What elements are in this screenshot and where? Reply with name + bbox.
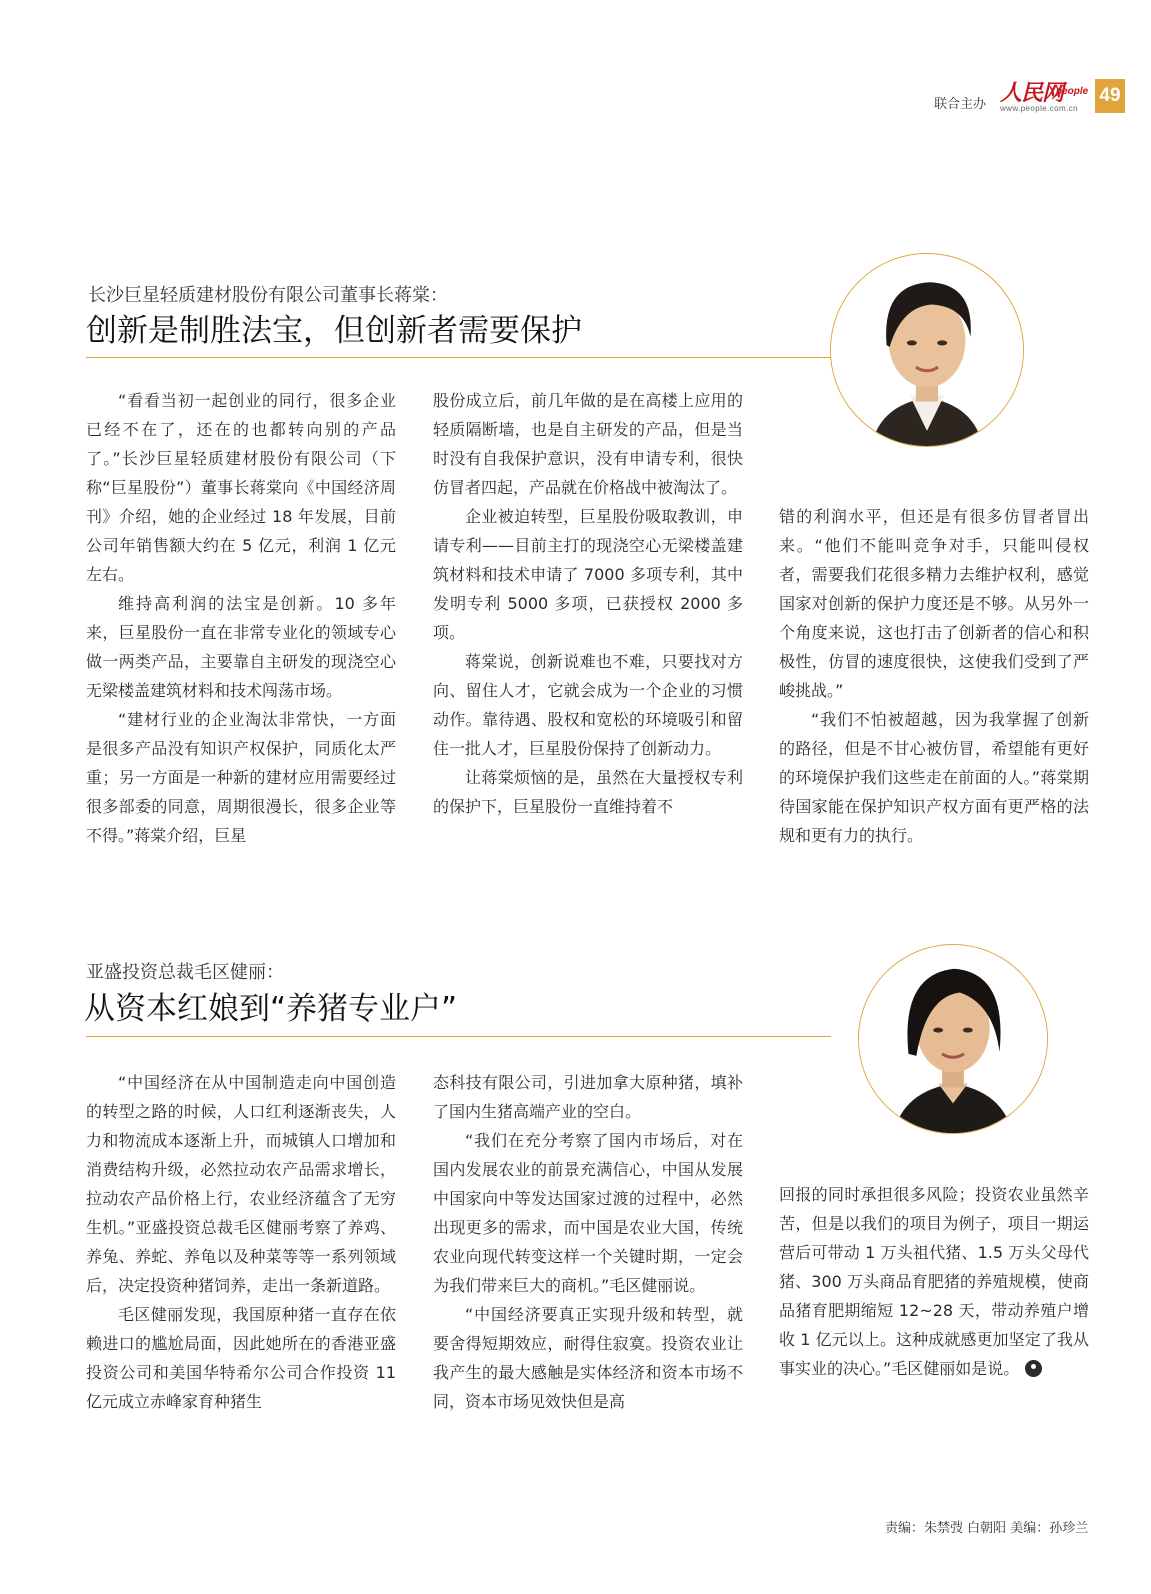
paragraph: 股份成立后，前几年做的是在高楼上应用的轻质隔断墙，也是自主研发的产品，但是当时没有自我保护意识，没有申请专利，很快仿冒者四起，产品就在价格战中被淘汰了。 [433, 391, 743, 497]
paragraph: 维持高利润的法宝是创新。10 多年来，巨星股份一直在非常专业化的领域专心做一两类产品，主要靠自主研发的现浇空心无梁楼盖建筑材料和技术闯荡市场。 [86, 594, 396, 700]
people-logo: 人民网 [1000, 80, 1064, 106]
article1-column-3 [779, 502, 1089, 850]
article2-divider [86, 1036, 831, 1037]
paragraph-last [779, 1180, 1089, 1383]
paragraph: “中国经济在从中国制造走向中国创造的转型之路的时候，人口红利逐渐丧失，人力和物流成本逐渐上升，而城镇人口增加和消费结构升级，必然拉动农产品需求增长，拉动农产品价格上行，农业经济蕴含了无穷生机。”亚盛投资总裁毛区健丽考察了养鸡、养兔、养蛇、养龟以及种菜等等一系列领域后，决定投资种猪饲养，走出一条新道路。 [86, 1073, 396, 1295]
article1-portrait [830, 253, 1024, 447]
paragraph: 态科技有限公司，引进加拿大原种猪，填补了国内生猪高端产业的空白。 [433, 1073, 743, 1121]
portrait-woman-1 [831, 254, 1023, 446]
people-logo-url: www.people.com.cn [1000, 104, 1078, 113]
people-logo-wordmark: people [1056, 86, 1089, 97]
paragraph: 错的利润水平，但还是有很多仿冒者冒出来。“他们不能叫竞争对手，只能叫侵权者，需要我们花很多精力去维护权利，感觉国家对创新的保护力度还是不够。从另外一个角度来说，这也打击了创新者的信心和积极性，仿冒的速度很快，这使我们受到了严峻挑战。” [779, 507, 1089, 700]
article2-column-2 [433, 1068, 743, 1416]
article1-column-1 [86, 386, 396, 850]
article1-divider [86, 357, 831, 358]
article1-column-2 [433, 386, 743, 821]
article2-portrait [858, 944, 1048, 1134]
end-mark-icon [1025, 1360, 1042, 1377]
page-number: 49 [1095, 79, 1125, 113]
article1-kicker: 长沙巨星轻质建材股份有限公司董事长蒋棠： [88, 285, 448, 306]
paragraph: 企业被迫转型，巨星股份吸取教训，申请专利——目前主打的现浇空心无梁楼盖建筑材料和技术申请了 7000 多项专利，其中发明专利 5000 多项，已获授权 2000 多项。 [433, 507, 743, 642]
paragraph-text: 回报的同时承担很多风险；投资农业虽然辛苦，但是以我们的项目为例子，项目一期运营后可带动 1 万头祖代猪、1.5 万头父母代猪、300 万头商品育肥猪的养殖规模，使商品猪育肥期缩短 12~28 天，带动养殖户增收 1 亿元以上。这种成就感更加坚定了我从事实业的决心。”毛区健丽如是说。 [779, 1185, 1089, 1378]
paragraph: “我们不怕被超越，因为我掌握了创新的路径，但是不甘心被仿冒，希望能有更好的环境保护我们这些走在前面的人。”蒋棠期待国家能在保护知识产权方面有更严格的法规和更有力的执行。 [779, 710, 1089, 845]
article2-column-1 [86, 1068, 396, 1416]
article2-kicker: 亚盛投资总裁毛区健丽： [86, 962, 284, 983]
paragraph: “建材行业的企业淘汰非常快，一方面是很多产品没有知识产权保护，同质化太严重；另一方面是一种新的建材应用需要经过很多部委的同意，周期很漫长，很多企业等不得。”蒋棠介绍，巨星 [86, 710, 396, 845]
paragraph: “中国经济要真正实现升级和转型，就要舍得短期效应，耐得住寂寞。投资农业让我产生的最大感触是实体经济和资本市场不同，资本市场见效快但是高 [433, 1305, 743, 1411]
article2-headline: 从资本红娘到“养猪专业户” [84, 991, 458, 1027]
article1-headline: 创新是制胜法宝，但创新者需要保护 [86, 313, 582, 349]
header-host-label: 联合主办 [934, 97, 987, 112]
portrait-woman-2 [859, 945, 1047, 1133]
paragraph: 让蒋棠烦恼的是，虽然在大量授权专利的保护下，巨星股份一直维持着不 [433, 768, 743, 816]
paragraph: 毛区健丽发现，我国原种猪一直存在依赖进口的尴尬局面，因此她所在的香港亚盛投资公司和美国华特希尔公司合作投资 11 亿元成立赤峰家育种猪生 [86, 1305, 396, 1411]
paragraph: “我们在充分考察了国内市场后，对在国内发展农业的前景充满信心，中国从发展中国家向中等发达国家过渡的过程中，必然出现更多的需求，而中国是农业大国，传统农业向现代转变这样一个关键时期，一定会为我们带来巨大的商机。”毛区健丽说。 [433, 1131, 743, 1295]
article2-column-3 [779, 1180, 1089, 1383]
editor-credits: 责编：朱禁弢 白朝阳 美编：孙珍兰 [885, 1521, 1089, 1536]
paragraph: 蒋棠说，创新说难也不难，只要找对方向、留住人才，它就会成为一个企业的习惯动作。靠待遇、股权和宽松的环境吸引和留住一批人才，巨星股份保持了创新动力。 [433, 652, 743, 758]
paragraph: “看看当初一起创业的同行，很多企业已经不在了，还在的也都转向别的产品了。”长沙巨星轻质建材股份有限公司（下称“巨星股份”）董事长蒋棠向《中国经济周刊》介绍，她的企业经过 18 年发展，目前公司年销售额大约在 5 亿元，利润 1 亿元左右。 [86, 391, 396, 584]
